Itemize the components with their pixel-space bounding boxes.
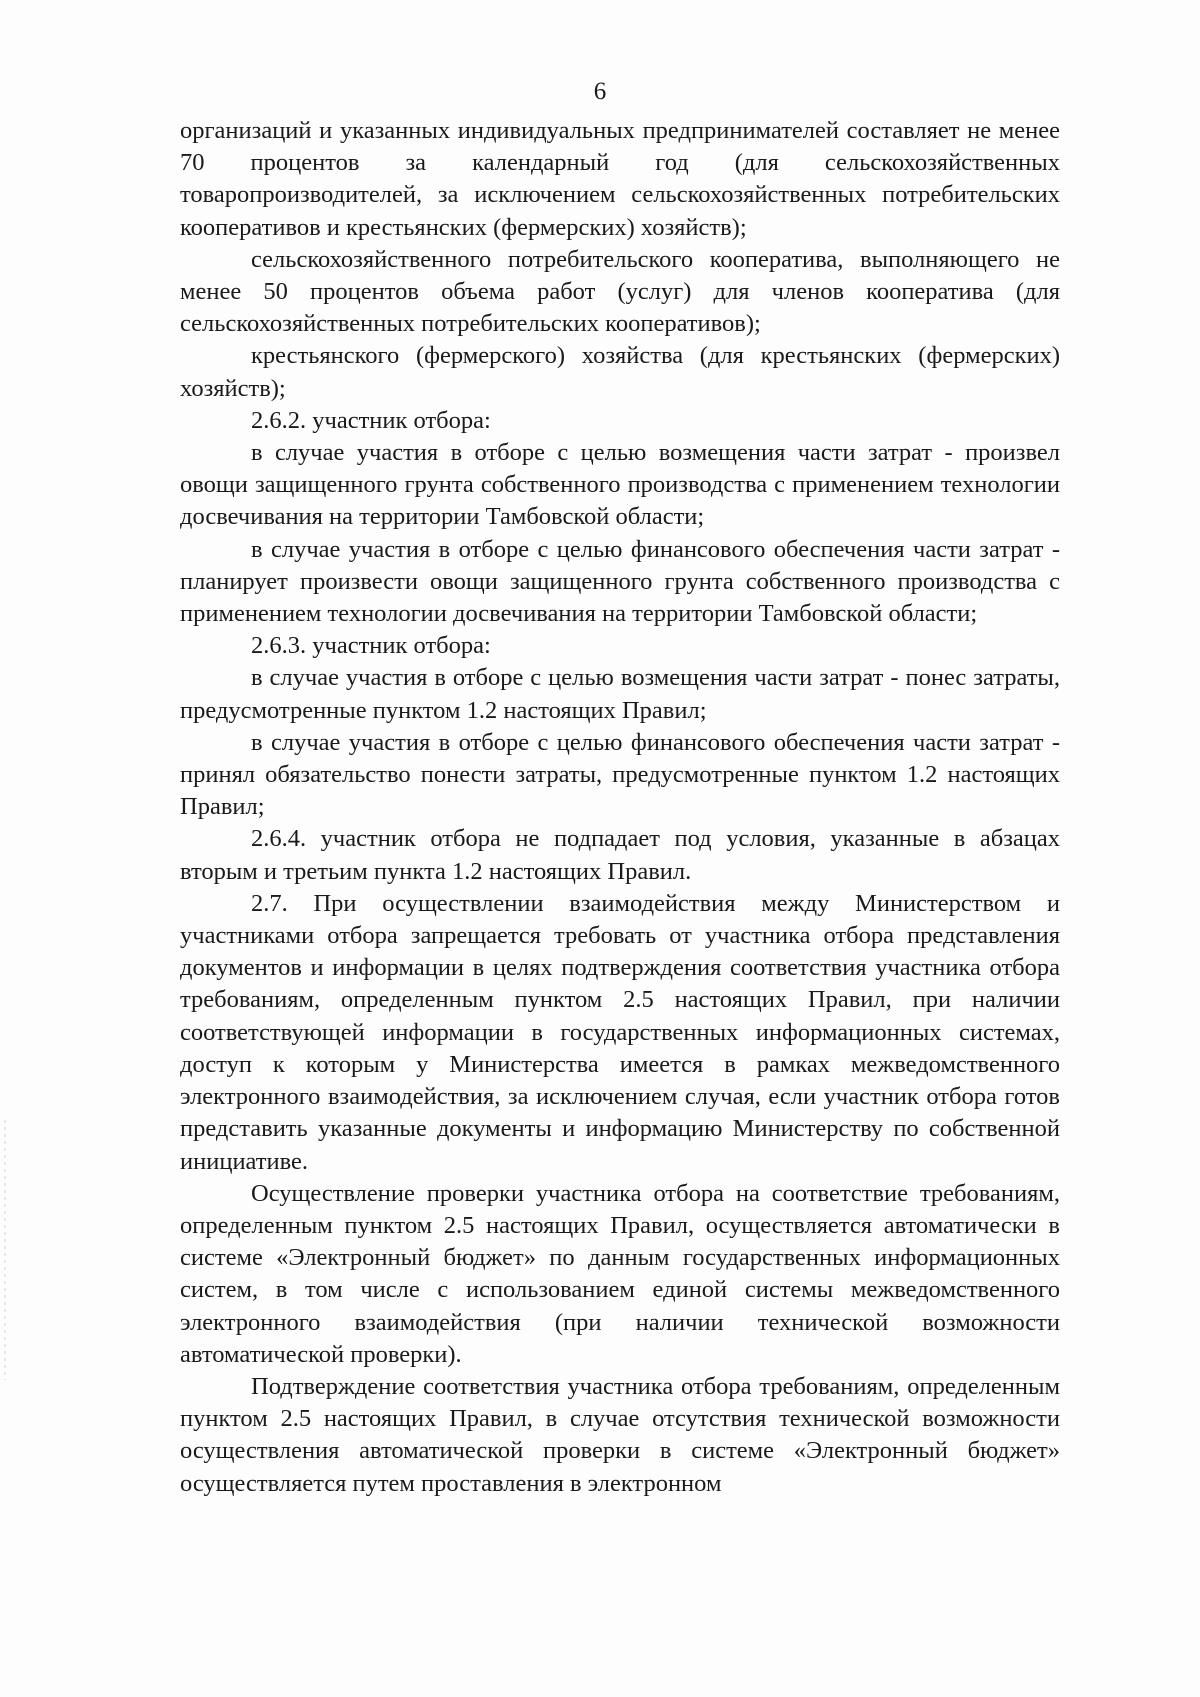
paragraph: крестьянского (фермерского) хозяйства (для крестьянских (фермерских) хозяйств); [180, 342, 1060, 402]
paragraph: 2.6.3. участник отбора: [251, 632, 491, 660]
paragraph: 2.6.2. участник отбора: [251, 406, 491, 434]
paragraph: 2.6.4. участник отбора не подпадает под условия, указанные в абзацах вторым и третьим пункта 1.2 настоящих Правил. [180, 825, 1060, 885]
paragraph: в случае участия в отборе с целью финансового обеспечения части затрат - принял обязательство понести затраты, предусмотренные пунктом 1.2 настоящих Правил; [180, 728, 1060, 821]
paragraph: в случае участия в отборе с целью возмещения части затрат - произвел овощи защищенного грунта собственного производства с применением технологии досвечивания на территории Тамбовской области; [180, 439, 1060, 531]
paragraph: Осуществление проверки участника отбора на соответствие требованиям, определенным пунктом 2.5 настоящих Правил, осуществляется автоматически в системе «Электронный бюджет» по данным государственных информационных систем, в том числе с использованием единой системы межведомственного электронного взаимодействия (при наличии технической возможности автоматической проверки). [180, 1179, 1060, 1368]
paragraph: в случае участия в отборе с целью финансового обеспечения части затрат - планирует произвести овощи защищенного грунта собственного производства с применением технологии досвечивания на территории Тамбовской области; [180, 535, 1060, 628]
paragraph: сельскохозяйственного потребительского кооператива, выполняющего не менее 50 процентов объема работ (услуг) для членов кооператива (для сельскохозяйственных потребительских кооперативов); [180, 245, 1060, 338]
paragraph: Подтверждение соответствия участника отбора требованиям, определенным пунктом 2.5 настоящих Правил, в случае отсутствия технической возможности осуществления автоматической проверки в системе «Электронный бюджет» осуществляется путем проставления в электронном [180, 1372, 1060, 1497]
page-number: 6 [593, 78, 607, 105]
paragraph: в случае участия в отборе с целью возмещения части затрат - понес затраты, предусмотренные пунктом 1.2 настоящих Правил; [180, 664, 1060, 724]
paragraph: организаций и указанных индивидуальных предпринимателей составляет не менее 70 процентов за календарный год (для сельскохозяйственных товаропроизводителей, за исключением сельскохозяйственных потребительских кооперативов и крестьянских (фермерских) хозяйств); [180, 117, 1060, 241]
paragraph: 2.7. При осуществлении взаимодействия между Министерством и участниками отбора запрещается требовать от участника отбора представления документов и информации в целях подтверждения соответствия участника отбора требованиям, определенным пунктом 2.5 настоящих Правил, при наличии соответствующей информации в государственных информационных системах, доступ к которым у Министерства имеется в рамках межведомственного электронного взаимодействия, за исключением случая, если участник отбора готов представить указанные документы и информацию Министерству по собственной инициативе. [180, 889, 1060, 1175]
scan-artifact [4, 1120, 6, 1380]
document-body [180, 115, 1060, 1500]
